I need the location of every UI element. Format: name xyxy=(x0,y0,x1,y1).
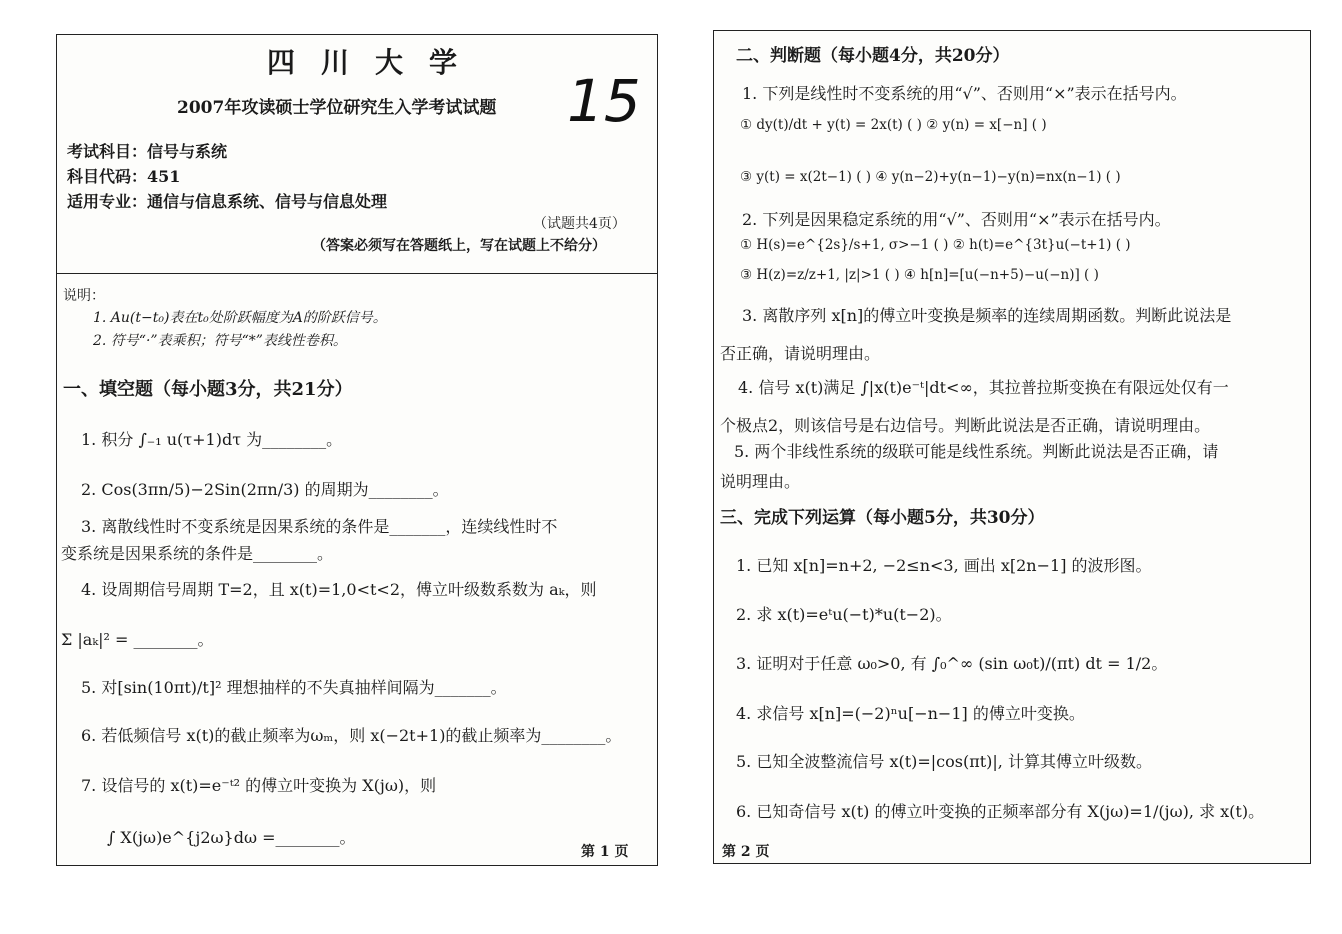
exam-page-1 xyxy=(56,34,658,866)
note-2: 2. 符号“·”表乘积；符号“*”表线性卷积。 xyxy=(93,333,347,349)
fill-q6: 6. 若低频信号 x(t)的截止频率为ωₘ，则 x(−2t+1)的截止频率为________。 xyxy=(81,726,622,745)
judge-q4-line1: 4. 信号 x(t)满足 ∫|x(t)e⁻ᵗ|dt<∞，其拉普拉斯变换在有限远处仅有一 xyxy=(738,378,1229,397)
judge-q1: 1. 下列是线性时不变系统的用“√”、否则用“×”表示在括号内。 xyxy=(742,84,1187,103)
section-1-title: 一、填空题（每小题3分，共21分） xyxy=(63,379,353,400)
fill-q3-line1: 3. 离散线性时不变系统是因果系统的条件是_______，连续线性时不 xyxy=(81,517,558,536)
judge-q1-options-b: ③ y(t) = x(2t−1) ( ) ④ y(n−2)+y(n−1)−y(n)=nx(n−1) ( ) xyxy=(740,169,1121,185)
calc-q4: 4. 求信号 x[n]=(−2)ⁿu[−n−1] 的傅立叶变换。 xyxy=(736,704,1085,723)
exam-title: 2007年攻读硕士学位研究生入学考试试题 xyxy=(177,98,497,118)
fill-q5: 5. 对[sin(10πt)/t]² 理想抽样的不失真抽样间隔为_______。 xyxy=(81,678,507,697)
fill-q7-line2: ∫ X(jω)e^{j2ω}dω =________。 xyxy=(107,828,356,847)
exam-subject: 考试科目：信号与系统 xyxy=(67,142,228,161)
judge-q2-options-b: ③ H(z)=z/z+1, |z|>1 ( ) ④ h[n]=[u(−n+5)−u(−n)] ( ) xyxy=(740,267,1099,283)
judge-q2: 2. 下列是因果稳定系统的用“√”、否则用“×”表示在括号内。 xyxy=(742,210,1171,229)
calc-q1: 1. 已知 x[n]=n+2, −2≤n<3, 画出 x[2n−1] 的波形图。 xyxy=(736,556,1152,575)
judge-q5-line1: 5. 两个非线性系统的级联可能是线性系统。判断此说法是否正确，请 xyxy=(734,442,1219,461)
calc-q3: 3. 证明对于任意 ω₀>0, 有 ∫₀^∞ (sin ω₀t)/(πt) dt = 1/2。 xyxy=(736,654,1168,673)
notes-title: 说明： xyxy=(63,288,105,304)
page-2-footer: 第 2 页 xyxy=(722,844,770,860)
judge-q4-line2: 个极点2，则该信号是右边信号。判断此说法是否正确，请说明理由。 xyxy=(720,416,1211,435)
note-1: 1. Au(t−t₀)表在t₀处阶跃幅度为A的阶跃信号。 xyxy=(93,310,387,326)
fill-q4-line1: 4. 设周期信号周期 T=2，且 x(t)=1,0<t<2，傅立叶级数系数为 aₖ，则 xyxy=(81,580,597,599)
judge-q5-line2: 说明理由。 xyxy=(720,472,801,491)
judge-q1-options-a: ① dy(t)/dt + y(t) = 2x(t) ( ) ② y(n) = x[−n] ( ) xyxy=(740,117,1047,133)
judge-q3-line2: 否正确，请说明理由。 xyxy=(720,344,881,363)
fill-q7-line1: 7. 设信号的 x(t)=e⁻ᵗ² 的傅立叶变换为 X(jω)，则 xyxy=(81,776,437,795)
calc-q2: 2. 求 x(t)=eᵗu(−t)*u(t−2)。 xyxy=(736,605,952,624)
judge-q3-line1: 3. 离散序列 x[n]的傅立叶变换是频率的连续周期函数。判断此说法是 xyxy=(742,306,1232,325)
applicable-major: 适用专业：通信与信息系统、信号与信息处理 xyxy=(67,192,388,211)
section-3-title: 三、完成下列运算（每小题5分，共30分） xyxy=(720,508,1045,528)
calc-q5: 5. 已知全波整流信号 x(t)=|cos(πt)|, 计算其傅立叶级数。 xyxy=(736,752,1152,771)
fill-q1: 1. 积分 ∫₋₁ u(τ+1)dτ 为________。 xyxy=(81,430,343,449)
fill-q2: 2. Cos(3πn/5)−2Sin(2πn/3) 的周期为________。 xyxy=(81,480,449,499)
exam-page-2 xyxy=(713,30,1311,864)
calc-q6: 6. 已知奇信号 x(t) 的傅立叶变换的正频率部分有 X(jω)=1/(jω), 求 x(t)。 xyxy=(736,802,1265,821)
header-divider xyxy=(57,273,657,274)
answer-note: （答案必须写在答题纸上，写在试题上不给分） xyxy=(312,238,606,254)
pages-note: （试题共4页） xyxy=(533,216,626,232)
page-1-footer: 第 1 页 xyxy=(581,844,629,860)
judge-q2-options-a: ① H(s)=e^{2s}/s+1, σ>−1 ( ) ② h(t)=e^{3t}u(−t+1) ( ) xyxy=(740,237,1131,253)
handwritten-code: 15 xyxy=(567,67,641,135)
fill-q3-line2: 变系统是因果系统的条件是________。 xyxy=(61,544,334,563)
school-name: 四川大学 xyxy=(267,46,484,79)
fill-q4-line2: Σ |aₖ|² = ________。 xyxy=(61,630,214,649)
subject-code: 科目代码：451 xyxy=(67,167,181,186)
section-2-title: 二、判断题（每小题4分，共20分） xyxy=(736,46,1010,66)
